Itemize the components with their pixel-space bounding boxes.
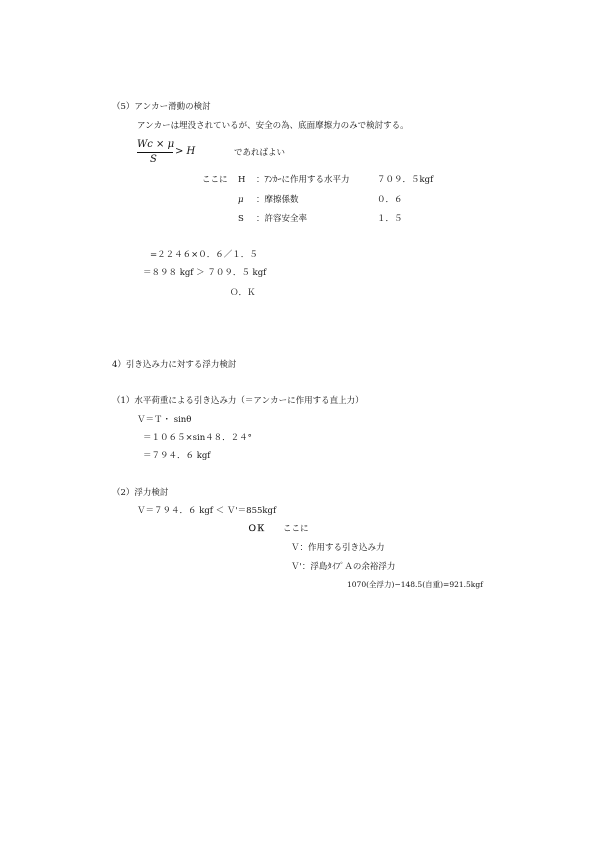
buoyancy-note: 1070(全浮力)−148.5(自重)=921.5kgf [347, 580, 483, 589]
formula-relation: > H [175, 146, 196, 157]
formula-denominator: S [150, 154, 157, 165]
definition-symbol: H [238, 175, 246, 185]
definition-desc: ：摩擦係数 [256, 195, 299, 205]
definition-prefix: ここに [202, 175, 228, 185]
formula-condition: であればよい [234, 148, 286, 158]
buoyancy-equation: Ｖ＝７９４．６ kgf ＜ Ｖ'＝855kgf [137, 506, 277, 516]
equation-2: ＝１０６５×sin４８．２４° [143, 433, 252, 443]
formula-numerator: Wc × μ [137, 139, 175, 150]
equation-3: ＝７９４．６ kgf [143, 451, 211, 461]
definition-desc: ：ｱﾝｶｰに作用する水平力 [256, 175, 350, 185]
definition-desc: ：許容安全率 [256, 214, 308, 224]
definition-v-prime: Ｖ'：浮島ﾀｲﾌﾟＡの余裕浮力 [291, 562, 396, 572]
section-4-heading: 4）引き込み力に対する浮力検討 [112, 360, 237, 370]
definition-value: ０．６ [377, 195, 403, 205]
definition-value: ７０９．５kgf [377, 175, 434, 185]
friction-formula [137, 139, 197, 169]
subsection-2-heading: （2）浮力検討 [112, 488, 169, 498]
calc-line-1: =２２４６×０．６／１．５ [150, 250, 258, 260]
definition-v: Ｖ：作用する引き込み力 [291, 543, 385, 553]
here-label: ここに [283, 524, 309, 534]
definition-value: １．５ [377, 214, 403, 224]
definition-symbol: S [238, 214, 244, 224]
equation-1: Ｖ＝Ｔ・ sinθ [137, 415, 192, 425]
section-5-intro: アンカーは埋没されているが、安全の為、底面摩擦力のみで検討する。 [137, 121, 409, 131]
calc-line-2: ＝８９８ kgf ＞ ７０９．５ kgf [143, 268, 267, 278]
definition-symbol: μ [238, 195, 244, 205]
ok-result: ＯＫ [248, 524, 266, 534]
subsection-1-heading: （1）水平荷重による引き込み力（＝アンカーに作用する直上力） [112, 396, 364, 406]
section-5-heading: （5）アンカー滑動の検討 [112, 102, 211, 112]
ok-result: Ｏ．Ｋ [230, 288, 256, 298]
fraction-bar [137, 152, 173, 153]
